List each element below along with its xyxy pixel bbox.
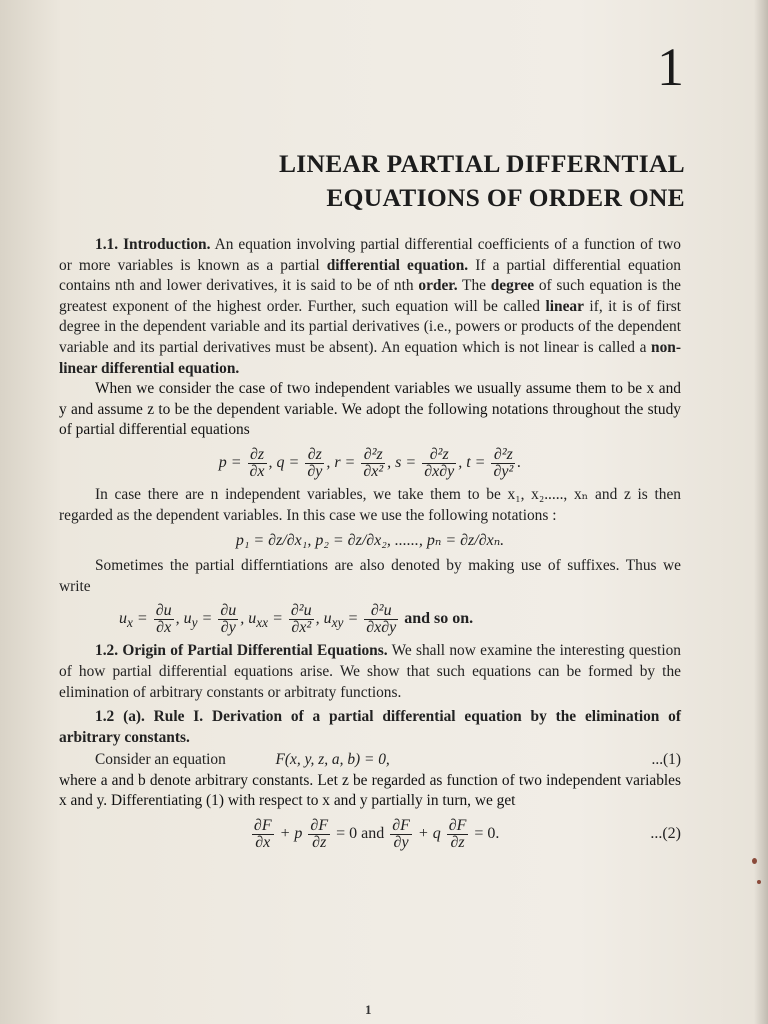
paragraph-suffixes: Sometimes the partial differntiations are also denoted by making use of suffixes. Thus we write — [59, 557, 681, 595]
paragraph-origin: 1.2. Origin of Partial Differential Equations. We shall now examine the interesting question of how partial differential equations arise. We show that such equations can be formed by the elimination of arbitrary constants or arbitraty functions. — [59, 642, 681, 701]
chapter-title — [150, 147, 685, 215]
page-edge-shadow — [754, 0, 768, 1024]
equation-pn: p₁ = ∂z/∂x₁, p₂ = ∂z/∂x₂, ......, pₙ = ∂z/∂xₙ. — [235, 532, 505, 550]
equation-2: $\frac{\partial F}{\partial x}$ + p $\frac{\partial F}{\partial z}$ = 0 and $\frac{\partial F}{\partial y}$ + q $\frac{\partial F}{\partial z}$ = 0. ...(2) — [59, 814, 681, 854]
and-so-on-text: and so on. — [404, 610, 474, 628]
paper-speck — [752, 858, 757, 864]
paragraph-notation: When we consider the case of two independent variables we usually assume them to be x and y and assume z to be the dependent variable. We adopt the following notations throughout the study of partial differential equations — [59, 380, 681, 439]
equation-pqrst: p = $\frac{\partial z}{\partial x}$ , q = $\frac{\partial z}{\partial y}$ , r = $\frac{\text{∂²z}}{\text{∂x²}}$ , s = $\frac{\text{∂²z}}{\partial x\partial y}$ , t = $\frac{\text{∂²z}}{\text{∂y²}}$ . — [218, 445, 522, 480]
paragraph-arbitrary-constants: where a and b denote arbitrary constants. Let z be regarded as function of two independent variables x and y. Differentiating (1) with respect to x and y partially in turn, we get — [59, 771, 681, 810]
chapter-title-line-1: LINEAR PARTIAL DIFFERNTIAL — [279, 149, 685, 178]
paragraph-introduction: 1.1. Introduction. An equation involving partial differential coefficients of a function of two or more variables is known as a partial differential equation. If a partial differential equation contains nth and lower derivatives, it is said to be of nth order. The degree of such equation is the greatest exponent of the highest order. Further, such equation will be called linear if, it is of first degree in the dependent variable and its partial derivatives (i.e., powers or products of the dependent variable and its partial derivatives must be absent). An equation which is not linear is called a non-linear differential equation. — [59, 236, 682, 377]
equation-suffix-notation: $u_x$ = $\frac{\partial u}{\partial x}$ , $u_y$ = $\frac{\partial u}{\partial y}$ , $u_{xx}$ = $\frac{\text{∂²u}}{\text{∂x²}}$ , $u_{xy}$ = $\frac{\text{∂²u}}{\partial x\partial y}$ and so on. — [119, 602, 474, 637]
paper-speck — [757, 880, 761, 884]
equation-1-number: ...(1) — [651, 751, 681, 769]
equation-1: F(x, y, z, a, b) = 0, — [275, 751, 390, 769]
section-heading-1-2a: 1.2 (a). Rule I. Derivation of a partial differential equation by the elimination of arbitrary constants. — [59, 708, 681, 746]
chapter-title-line-2: EQUATIONS OF ORDER ONE — [326, 183, 685, 212]
body-text — [59, 235, 681, 856]
paragraph-n-variables: In case there are n independent variables, we take them to be x₁, x₂....., xₙ and z is then regarded as the dependent variables. In this case we use the following notations : — [59, 485, 681, 524]
equation-1-line: Consider an equation F(x, y, z, a, b) = 0, ...(1) — [59, 750, 681, 771]
section-heading-1-2: 1.2. Origin of Partial Differential Equations. — [95, 642, 388, 660]
section-heading-1-1: 1.1. Introduction. — [95, 236, 211, 253]
equation-2-number: ...(2) — [650, 825, 681, 843]
page-footer-number: 1 — [365, 1002, 372, 1017]
chapter-number: 1 — [657, 37, 684, 97]
